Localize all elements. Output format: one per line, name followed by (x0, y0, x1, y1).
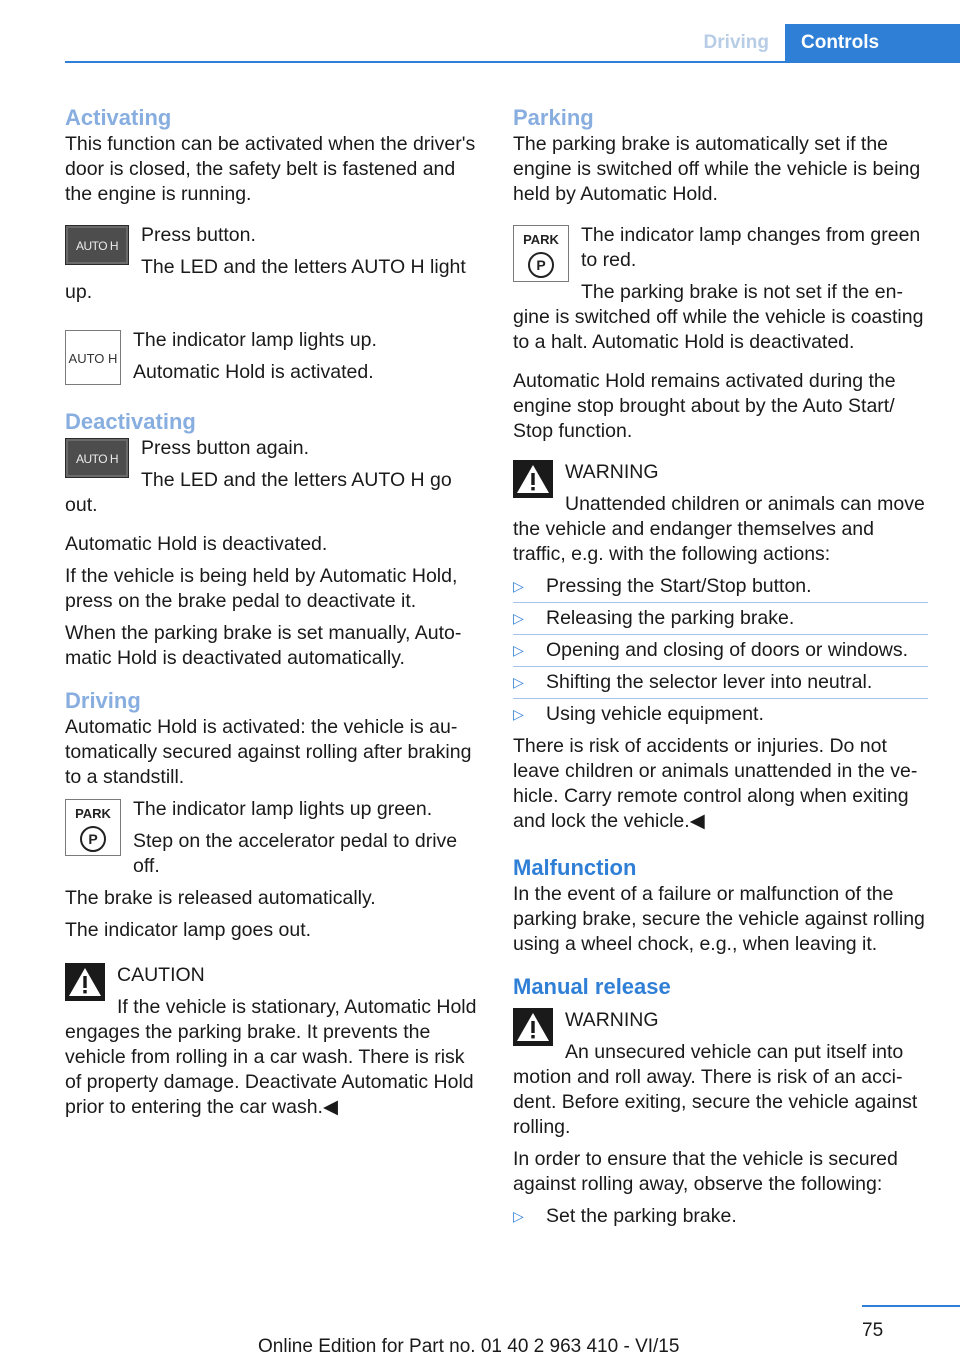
park-label: PARK (523, 232, 559, 247)
activating-step1: Press button. (141, 224, 256, 246)
triangle-bullet-icon: ▷ (513, 706, 524, 722)
heading-malfunction: Malfunction (513, 855, 637, 880)
list-item: ▷ Set the parking brake. (513, 1205, 737, 1227)
warning-box-children (513, 460, 928, 834)
driving-ind2: Step on the accelerator pedal to drive off. (133, 830, 458, 877)
deactivating-p1: Automatic Hold is deactivated. (65, 533, 328, 555)
activating-step2: The LED and the letters AUTO H light up. (65, 256, 466, 303)
tab-controls[interactable]: Controls (785, 24, 960, 62)
deactivating-p2: If the vehicle is being held by Automatic Hold, press on the brake pedal to deactivate it. (65, 565, 458, 612)
deactivating-button-row (65, 436, 480, 525)
caution-label: CAUTION (117, 964, 205, 986)
activating-intro: This function can be activated when the driver's door is closed, the safety belt is fastened and the engine is running. (65, 133, 476, 205)
malfunction-text: In the event of a failure or malfunction of the parking brake, secure the vehicle against rolling using a wheel chock, e.g., when leaving it. (513, 883, 925, 955)
triangle-bullet-icon: ▷ (513, 642, 524, 658)
warning-text: Unattended children or animals can move the vehicle and endanger themselves and traffic, e.g. with the following actions: (513, 493, 925, 565)
auto-h-button-icon: AUTO H (65, 438, 129, 478)
parking-p1: Automatic Hold remains activated during the engine stop brought about by the Auto Start/ Stop function. (513, 370, 896, 442)
right-column (513, 104, 928, 1236)
parking-intro: The parking brake is automatically set if the engine is switched off while the vehicle is being held by Automatic Hold. (513, 133, 921, 205)
heading-manual-release: Manual release (513, 974, 671, 999)
activating-ind2: Automatic Hold is activated. (133, 361, 374, 383)
activating-button-row (65, 223, 480, 312)
caution-text: If the vehicle is stationary, Automatic Hold engages the parking brake. It prevents the vehicle from rolling in a car wash. There is risk of property damage. Deactivate Automatic Hold prior to entering the car wash.◀ (65, 996, 477, 1118)
deactivating-p3: When the parking brake is set manually, Automatic Hold is deactivated automatically. (65, 622, 462, 669)
warning-box-manual-release (513, 1008, 928, 1140)
header-rule (65, 61, 960, 63)
online-edition-note: Online Edition for Part no. 01 40 2 963 410 - VI/15 (258, 1336, 680, 1357)
warning-triangle-icon (65, 963, 105, 1001)
deactivating-step1: Press button again. (141, 437, 310, 459)
auto-h-indicator-icon: AUTO H (65, 330, 121, 385)
driving-p2: The indicator lamp goes out. (65, 919, 312, 941)
deactivating-step2: The LED and the letters AUTO H go out. (65, 469, 452, 516)
driving-p1: The brake is released automatically. (65, 887, 376, 909)
caution-box (65, 963, 480, 1120)
driving-ind1: The indicator lamp lights up green. (133, 798, 433, 820)
section-tabs (680, 24, 960, 62)
tab-driving[interactable]: Driving (680, 24, 785, 62)
warning-outro: There is risk of accidents or injuries. Do not leave children or animals unattended in the vehicle. Carry remote control along when exiting and lock the vehicle.◀ (513, 735, 918, 832)
triangle-bullet-icon: ▷ (513, 1208, 524, 1224)
list-item: ▷ Pressing the Start/Stop button. (513, 574, 928, 599)
driving-indicator-row (65, 797, 480, 886)
heading-activating: Activating (65, 105, 172, 130)
left-column (65, 104, 480, 1120)
heading-parking: Parking (513, 105, 594, 130)
list-item: ▷ Releasing the parking brake. (513, 606, 928, 631)
heading-deactivating: Deactivating (65, 409, 196, 434)
park-indicator-icon (65, 799, 121, 856)
warning-label: WARNING (565, 1009, 659, 1031)
auto-h-button-icon: AUTO H (65, 225, 129, 265)
triangle-bullet-icon: ▷ (513, 674, 524, 690)
park-symbol: P (528, 252, 554, 278)
activating-ind1: The indicator lamp lights up. (133, 329, 377, 351)
warning-label: WARNING (565, 461, 659, 483)
list-item: ▷ Using vehicle equipment. (513, 703, 764, 725)
triangle-bullet-icon: ▷ (513, 610, 524, 626)
park-label: PARK (75, 806, 111, 821)
warning-actions-list (513, 574, 928, 727)
list-item: ▷ Opening and closing of doors or windows. (513, 638, 928, 663)
heading-driving: Driving (65, 688, 141, 713)
list-item: ▷ Shifting the selector lever into neutral. (513, 670, 928, 695)
warning-triangle-icon (513, 1008, 553, 1046)
warning-triangle-icon (513, 460, 553, 498)
driving-intro: Automatic Hold is activated: the vehicle is automatically secured against rolling after braking to a standstill. (65, 716, 472, 788)
parking-ind2: The parking brake is not set if the engine is switched off while the vehicle is coasting to a halt. Automatic Hold is deactivated. (513, 281, 924, 353)
manual-release-list (513, 1204, 928, 1229)
manual-release-warning-text: An unsecured vehicle can put itself into motion and roll away. There is risk of an accident. Before exiting, secure the vehicle against rolling. (513, 1041, 918, 1138)
page-number: 75 (862, 1320, 884, 1341)
parking-ind1: The indicator lamp changes from green to red. (581, 224, 921, 271)
triangle-bullet-icon: ▷ (513, 578, 524, 594)
footer-rule (862, 1305, 960, 1307)
park-symbol: P (80, 826, 106, 852)
parking-indicator-row (513, 223, 928, 362)
manual-release-p1: In order to ensure that the vehicle is secured against rolling away, observe the following: (513, 1148, 898, 1195)
activating-indicator-row (65, 328, 480, 392)
park-indicator-icon (513, 225, 569, 282)
